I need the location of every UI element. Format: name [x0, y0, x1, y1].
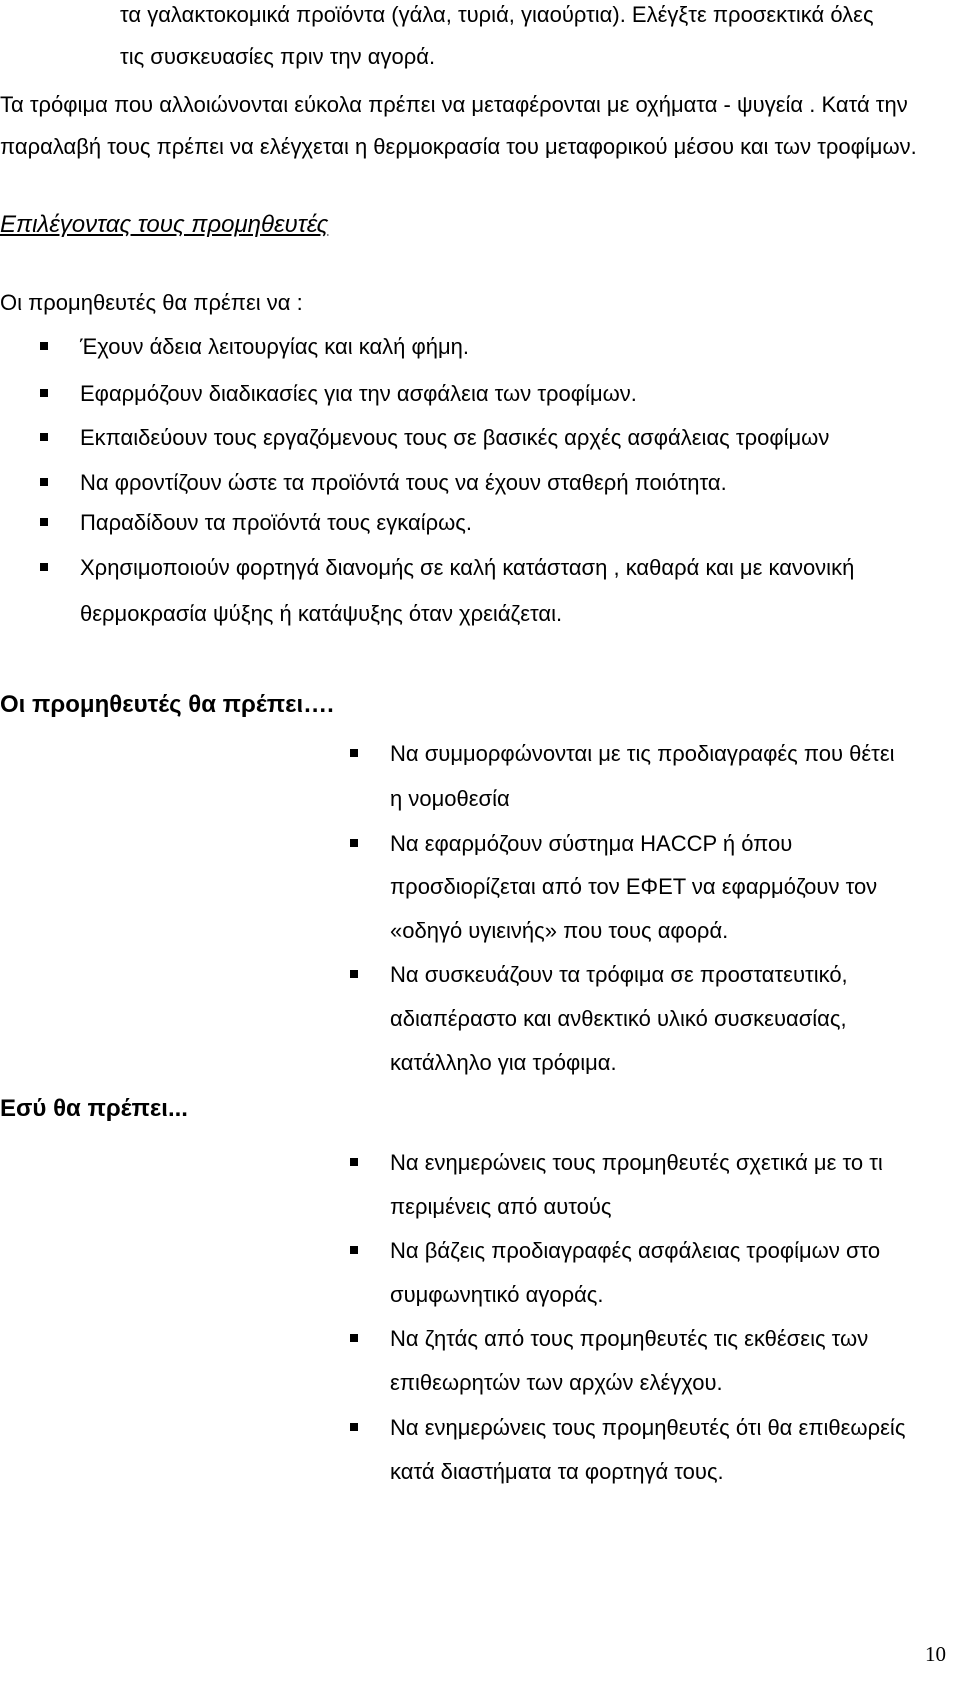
list-item-continuation: κατά διαστήματα τα φορτηγά τους. [390, 1459, 724, 1484]
bullet-icon [40, 563, 48, 571]
bullet-icon [350, 1423, 358, 1431]
bullet-icon [350, 1334, 358, 1342]
bullet-icon [40, 389, 48, 397]
bullet-icon [350, 749, 358, 757]
bullet-icon [40, 518, 48, 526]
list-item-continuation: περιμένεις από αυτούς [390, 1194, 612, 1219]
list-item: Να βάζεις προδιαγραφές ασφάλειας τροφίμων στο [390, 1238, 881, 1263]
bullet-icon [350, 839, 358, 847]
list-item: Να εφαρμόζουν σύστημα HACCP ή όπου [390, 831, 793, 856]
list-item: Εφαρμόζουν διαδικασίες για την ασφάλεια των τροφίμων. [80, 381, 637, 406]
section-heading-suppliers-must: Οι προμηθευτές θα πρέπει…. [0, 691, 334, 718]
page-number: 10 [925, 1642, 946, 1666]
list-item: Να ενημερώνεις τους προμηθευτές ότι θα επιθεωρείς [390, 1415, 906, 1440]
list-item: Να συμμορφώνονται με τις προδιαγραφές που θέτει [390, 741, 895, 766]
list-item: Εκπαιδεύουν τους εργαζόμενους τους σε βασικές αρχές ασφάλειας τροφίμων [80, 425, 830, 450]
list-item-continuation: αδιαπέραστο και ανθεκτικό υλικό συσκευασίας, [390, 1006, 847, 1031]
section-heading-you-must: Εσύ θα πρέπει... [0, 1095, 188, 1122]
bullet-icon [350, 1246, 358, 1254]
list-item-continuation: θερμοκρασία ψύξης ή κατάψυξης όταν χρειάζεται. [80, 601, 563, 626]
list-item: Να ζητάς από τους προμηθευτές τις εκθέσεις των [390, 1326, 869, 1351]
bullet-icon [350, 1158, 358, 1166]
bullet-icon [40, 342, 48, 350]
list-item-continuation: προσδιορίζεται από τον ΕΦΕΤ να εφαρμόζουν τον [390, 874, 878, 899]
list-item-continuation: η νομοθεσία [390, 786, 510, 811]
intro-line-2: τις συσκευασίες πριν την αγορά. [120, 44, 436, 69]
intro-line-1: τα γαλακτοκομικά προϊόντα (γάλα, τυριά, γιαούρτια). Ελέγξτε προσεκτικά όλες [120, 2, 874, 27]
intro-line-3: Τα τρόφιμα που αλλοιώνονται εύκολα πρέπει να μεταφέρονται με οχήματα - ψυγεία . Κατά την [0, 92, 908, 117]
list-item: Παραδίδουν τα προϊόντά τους εγκαίρως. [80, 510, 472, 535]
list-item: Χρησιμοποιούν φορτηγά διανομής σε καλή κατάσταση , καθαρά και με κανονική [80, 555, 855, 580]
section1-lead: Οι προμηθευτές θα πρέπει να : [0, 290, 303, 315]
list-item: Να συσκευάζουν τα τρόφιμα σε προστατευτικό, [390, 962, 848, 987]
list-item: Να φροντίζουν ώστε τα προϊόντά τους να έχουν σταθερή ποιότητα. [80, 470, 727, 495]
section-heading-suppliers: Επιλέγοντας τους προμηθευτές [0, 211, 329, 238]
list-item: Έχουν άδεια λειτουργίας και καλή φήμη. [80, 334, 470, 359]
list-item-continuation: «οδηγό υγιεινής» που τους αφορά. [390, 918, 729, 943]
list-item-continuation: κατάλληλο για τρόφιμα. [390, 1050, 617, 1075]
bullet-icon [350, 970, 358, 978]
bullet-icon [40, 433, 48, 441]
intro-line-4: παραλαβή τους πρέπει να ελέγχεται η θερμοκρασία του μεταφορικού μέσου και των τροφίμων. [0, 134, 917, 159]
list-item-continuation: συμφωνητικό αγοράς. [390, 1282, 604, 1307]
list-item-continuation: επιθεωρητών των αρχών ελέγχου. [390, 1370, 723, 1395]
bullet-icon [40, 478, 48, 486]
list-item: Να ενημερώνεις τους προμηθευτές σχετικά με το τι [390, 1150, 883, 1175]
